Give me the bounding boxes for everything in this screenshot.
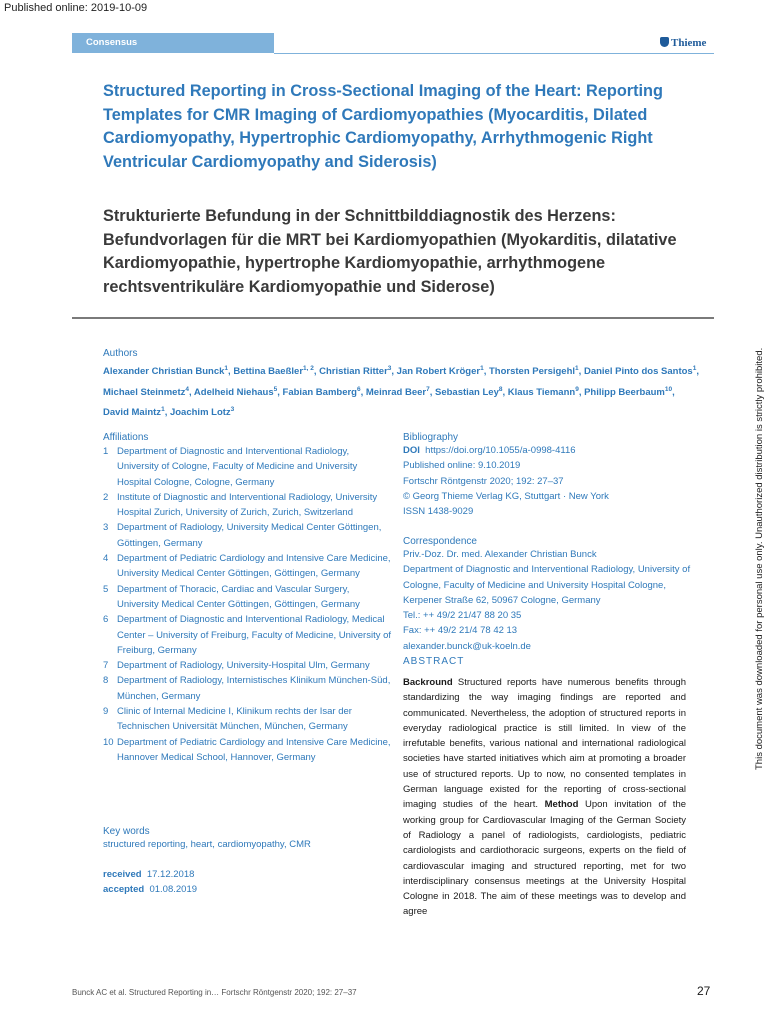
section-label: Consensus <box>86 37 138 48</box>
download-notice: This document was downloaded for personal use only. Unauthorized distribution is strictly prohibited. <box>754 347 765 770</box>
author-name: Fabian Bamberg$^6$ <box>282 385 361 398</box>
affiliation-number: 6 <box>103 614 109 626</box>
affiliation-item <box>103 444 393 490</box>
bibliography-block <box>403 432 693 519</box>
affiliation-text: Department of Diagnostic and Interventional Radiology, University of Cologne, Faculty of Medicine and University Hospital Cologne, Cologne, Germany <box>117 446 358 488</box>
title-english: Structured Reporting in Cross-Sectional Imaging of the Heart: Reporting Templates for CMR Imaging of Cardiomyopathies (Myocarditis, Dilated Cardiomyopathy, Hypertrophic Cardiomyopathy, Arrhythmogenic Right Ventricular Cardiomyopathy and Siderosis) <box>103 82 663 171</box>
affiliation-text: Department of Radiology, Internistisches Klinikum München-Süd, München, Germany <box>117 675 391 702</box>
correspondence-phone: Tel.: ++ 49/2 21/47 88 20 35 <box>403 610 522 622</box>
author-affiliation-ref: 1, 2 <box>303 365 314 372</box>
footer-citation: Bunck AC et al. Structured Reporting in… Fortschr Röntgenstr 2020; 192: 27–37 <box>72 988 357 997</box>
doi-line <box>403 443 693 458</box>
author-affiliation-ref: 10 <box>664 385 673 393</box>
author-name: Joachim Lotz$^3$ <box>169 406 235 419</box>
publisher-logo <box>660 37 706 49</box>
received-date: 17.12.2018 <box>146 869 195 880</box>
author-name: Meinrad Beer$^7$ <box>365 385 430 398</box>
author-affiliation-ref: 1 <box>161 406 165 414</box>
authors-block <box>103 348 703 422</box>
affiliation-item <box>103 551 393 582</box>
keywords-text: structured reporting, heart, cardiomyopathy, CMR <box>103 839 311 850</box>
affiliation-item <box>103 612 393 658</box>
author-name: Michael Steinmetz$^4$ <box>103 385 189 398</box>
affiliation-number: 2 <box>103 491 109 503</box>
doi-label: DOI <box>403 445 420 456</box>
author-affiliation-ref: 1 <box>575 365 579 372</box>
affiliations-block <box>103 432 393 765</box>
correspondence-heading: Correspondence <box>403 536 477 547</box>
method-text: Upon invitation of the working group for Cardiovascular Imaging of the German Society of Radiology a panel of radiologists, cardiologists, pediatric cardiologists and cardiothoracic surgeons, experts on the field of cardiovascular imaging and structured reporting, met for two interdisciplinary consensus meetings at the University Hospital Cologne in 2018. The aim of these meetings was to develop and agree <box>403 799 687 918</box>
abstract-heading: ABSTRACT <box>403 656 465 667</box>
correspondence-fax: Fax: ++ 49/2 21/4 78 42 13 <box>403 625 518 637</box>
doi-link[interactable]: https://doi.org/10.1055/a-0998-4116 <box>425 445 576 456</box>
header-rule <box>274 53 714 54</box>
affiliation-number: 5 <box>103 583 109 595</box>
author-name: Adelheid Niehaus$^5$ <box>193 385 278 398</box>
author-name: Jan Robert Kröger$^1$ <box>396 365 484 378</box>
correspondence-email[interactable]: alexander.bunck@uk-koeln.de <box>403 640 531 652</box>
title-german: Strukturierte Befundung in der Schnittbilddiagnostik des Herzens: Befundvorlagen für die MRT bei Kardiomyopathien (Myokarditis, dilatative Kardiomyopathie, hypertrophe Kardiomyopathie, arrhythmogene rechtsventrikuläre Kardiomyopathie und Siderose) <box>103 207 677 296</box>
thieme-shield-icon <box>660 37 669 47</box>
author-name: Bettina Baeßler$^{1, 2}$ <box>233 365 314 378</box>
background-text: Structured reports have numerous benefits through standardizing the way imaging findings are reported and communicated. Nevertheless, the adoption of structured reports in everyday radiological practice is still limited. In view of the irrefutable benefits, various national and international radiological societies have started initiatives which aim at promoting a broader use of structured reports. Up to now, no consented templates in German language existed for the reporting of cross-sectional imaging studies of the heart. <box>403 677 686 811</box>
accepted-date: 01.08.2019 <box>149 884 198 896</box>
author-affiliation-ref: 8 <box>498 385 503 393</box>
author-affiliation-ref: 1 <box>692 365 697 372</box>
affiliation-number: 1 <box>103 446 109 457</box>
method-label: Method <box>544 799 579 811</box>
title-divider <box>72 317 714 319</box>
abstract-text <box>403 675 686 920</box>
affiliation-text: Department of Radiology, University-Hospital Ulm, Germany <box>117 660 370 672</box>
affiliation-number: 3 <box>103 522 109 534</box>
published-date: Published online: 9.10.2019 <box>403 460 521 472</box>
affiliation-item <box>103 673 393 704</box>
affiliation-text: Institute of Diagnostic and Interventional Radiology, University Hospital Zurich, University of Zurich, Zurich, Switzerland <box>117 491 378 519</box>
received-label: received <box>103 869 142 880</box>
author-name: Thorsten Persigehl$^1$ <box>488 365 579 378</box>
affiliation-item <box>103 704 393 735</box>
author-affiliation-ref: 6 <box>356 385 361 393</box>
affiliation-text: Clinic of Internal Medicine I, Klinikum rechts der Isar der Technischen Universität München, München, Germany <box>117 706 352 733</box>
correspondence-name: Priv.-Doz. Dr. med. Alexander Christian Bunck <box>403 549 597 560</box>
publisher-name: Thieme <box>671 37 707 49</box>
author-affiliation-ref: 9 <box>575 385 579 393</box>
author-name: Klaus Tiemann$^9$ <box>507 385 579 398</box>
copyright: © Georg Thieme Verlag KG, Stuttgart · New York <box>403 490 609 502</box>
affiliation-text: Department of Pediatric Cardiology and Intensive Care Medicine, Hannover Medical School, Hannover, Germany <box>117 736 391 763</box>
correspondence-address: Department of Diagnostic and Interventional Radiology, University of Cologne, Faculty of Medicine and University Hospital Cologne, Kerpener Straße 62, 50967 Cologne, Germany <box>403 564 691 606</box>
affiliation-number: 9 <box>103 706 109 718</box>
affiliation-text: Department of Thoracic, Cardiac and Vascular Surgery, University Medical Center Göttingen, Göttingen, Germany <box>117 583 360 610</box>
affiliation-item <box>103 582 393 613</box>
author-affiliation-ref: 5 <box>273 385 278 393</box>
accepted-label: accepted <box>103 884 145 896</box>
author-affiliation-ref: 4 <box>185 385 189 393</box>
authors-list: Alexander Christian Bunck$^1$, Bettina Baeßler$^{1, 2}$, Christian Ritter$^3$, Jan Robert Kröger$^1$, Thorsten Persigehl$^1$, Daniel Pinto dos Santos$^1$, Michael Steinmetz$^4$, Adelheid Niehaus$^5$, Fabian Bamberg$^6$, Meinrad Beer$^7$, Sebastian Ley$^8$, Klaus Tiemann$^9$, Philipp Beerbaum$^{10}$, David Maintz$^1$, Joachim Lotz$^3$ <box>103 365 699 419</box>
affiliation-text: Department of Radiology, University Medical Center Göttingen, Göttingen, Germany <box>117 522 382 549</box>
author-name: Philipp Beerbaum$^{10}$ <box>584 385 673 398</box>
author-name: Sebastian Ley$^8$ <box>434 385 503 398</box>
author-name: Christian Ritter$^3$ <box>319 365 392 378</box>
author-affiliation-ref: 7 <box>426 385 430 393</box>
journal-citation: Fortschr Röntgenstr 2020; 192: 27–37 <box>403 475 564 487</box>
issn: ISSN 1438-9029 <box>403 506 474 518</box>
affiliation-text: Department of Pediatric Cardiology and Intensive Care Medicine, University Medical Center Göttingen, Göttingen, Germany <box>117 553 391 580</box>
published-online-stamp: Published online: 2019-10-09 <box>4 2 148 14</box>
keywords-block <box>103 826 393 852</box>
accepted-line <box>103 882 393 897</box>
authors-heading: Authors <box>103 348 138 359</box>
author-affiliation-ref: 3 <box>230 406 235 414</box>
page-number: 27 <box>697 984 711 998</box>
affiliation-item <box>103 490 393 521</box>
background-label: Backround <box>403 677 453 688</box>
affiliations-heading: Affiliations <box>103 432 149 443</box>
section-banner <box>72 33 274 53</box>
author-name: David Maintz$^1$ <box>103 406 165 419</box>
affiliation-item <box>103 735 393 766</box>
author-affiliation-ref: 1 <box>480 365 484 372</box>
affiliation-item <box>103 658 393 673</box>
bibliography-heading: Bibliography <box>403 432 459 443</box>
keywords-heading: Key words <box>103 826 150 837</box>
author-name: Daniel Pinto dos Santos$^1$ <box>583 365 697 378</box>
affiliation-number: 10 <box>103 736 114 748</box>
correspondence-block <box>403 536 693 654</box>
affiliation-item <box>103 520 393 551</box>
author-affiliation-ref: 1 <box>224 365 229 372</box>
affiliation-number: 4 <box>103 553 109 565</box>
author-affiliation-ref: 3 <box>387 365 392 372</box>
affiliation-text: Department of Diagnostic and Interventional Radiology, Medical Center – University of Freiburg, Faculty of Medicine, University of Freiburg, Germany <box>117 614 392 656</box>
dates-block <box>103 867 393 898</box>
received-line <box>103 867 393 882</box>
author-name: Alexander Christian Bunck$^1$ <box>103 365 229 378</box>
affiliation-number: 7 <box>103 660 109 672</box>
affiliation-number: 8 <box>103 675 109 687</box>
